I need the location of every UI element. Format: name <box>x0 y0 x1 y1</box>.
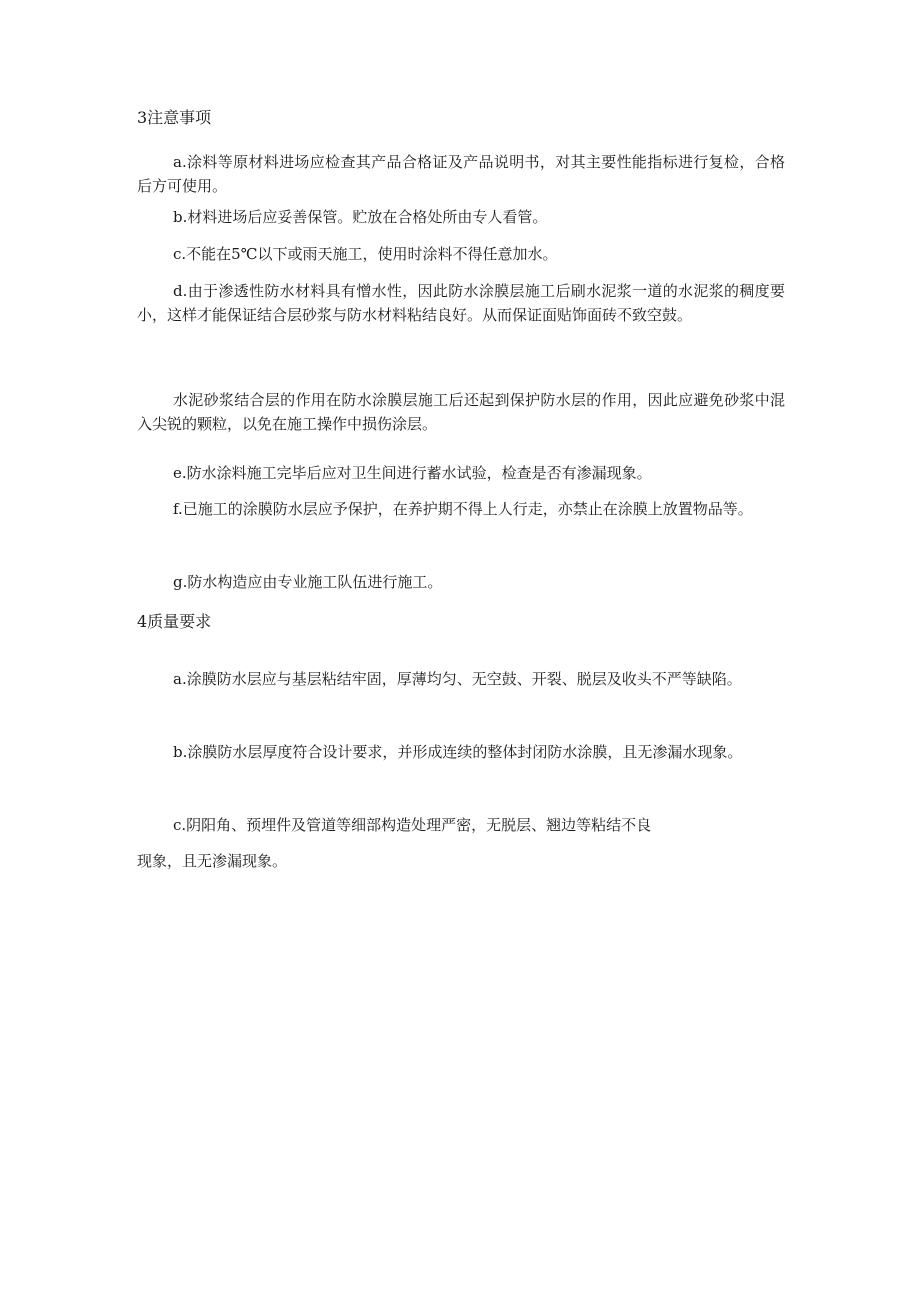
section-4-item-b: b.涂膜防水层厚度符合设计要求，并形成连续的整体封闭防水涂膜，且无渗漏水现象。 <box>173 743 743 761</box>
section-4-heading: 4质量要求 <box>137 612 212 631</box>
section-3-item-c: c.不能在5℃以下或雨天施工，使用时涂料不得任意加水。 <box>173 245 558 263</box>
section-3-item-f: f.已施工的涂膜防水层应予保护，在养护期不得上人行走，亦禁止在涂膜上放置物品等。 <box>173 500 753 518</box>
section-4-item-c-continued: 现象，且无渗漏现象。 <box>137 852 288 870</box>
section-3-mortar-note: 水泥砂浆结合层的作用在防水涂膜层施工后还起到保护防水层的作用，因此应避免砂浆中混入尖锐的颗粒，以免在施工操作中损伤涂层。 <box>137 391 785 433</box>
section-3-item-g: g.防水构造应由专业施工队伍进行施工。 <box>173 573 443 591</box>
section-4-item-a: a.涂膜防水层应与基层粘结牢固，厚薄均匀、无空鼓、开裂、脱层及收头不严等缺陷。 <box>173 670 742 688</box>
section-3-item-a: a.涂料等原材料进场应检查其产品合格证及产品说明书，对其主要性能指标进行复检，合格后方可使用。 <box>137 153 785 195</box>
section-3-heading: 3注意事项 <box>137 108 212 127</box>
section-4-item-c: c.阴阳角、预埋件及管道等细部构造处理严密，无脱层、翘边等粘结不良 <box>173 816 652 834</box>
section-3-item-e: e.防水涂料施工完毕后应对卫生间进行蓄水试验，检查是否有渗漏现象。 <box>173 464 652 482</box>
section-3-item-b: b.材料进场后应妥善保管。贮放在合格处所由专人看管。 <box>173 208 548 226</box>
section-3-item-d: d.由于渗透性防水材料具有憎水性，因此防水涂膜层施工后刷水泥浆一道的水泥浆的稠度要小，这样才能保证结合层砂浆与防水材料粘结良好。从而保证面贴饰面砖不致空鼓。 <box>137 282 785 324</box>
